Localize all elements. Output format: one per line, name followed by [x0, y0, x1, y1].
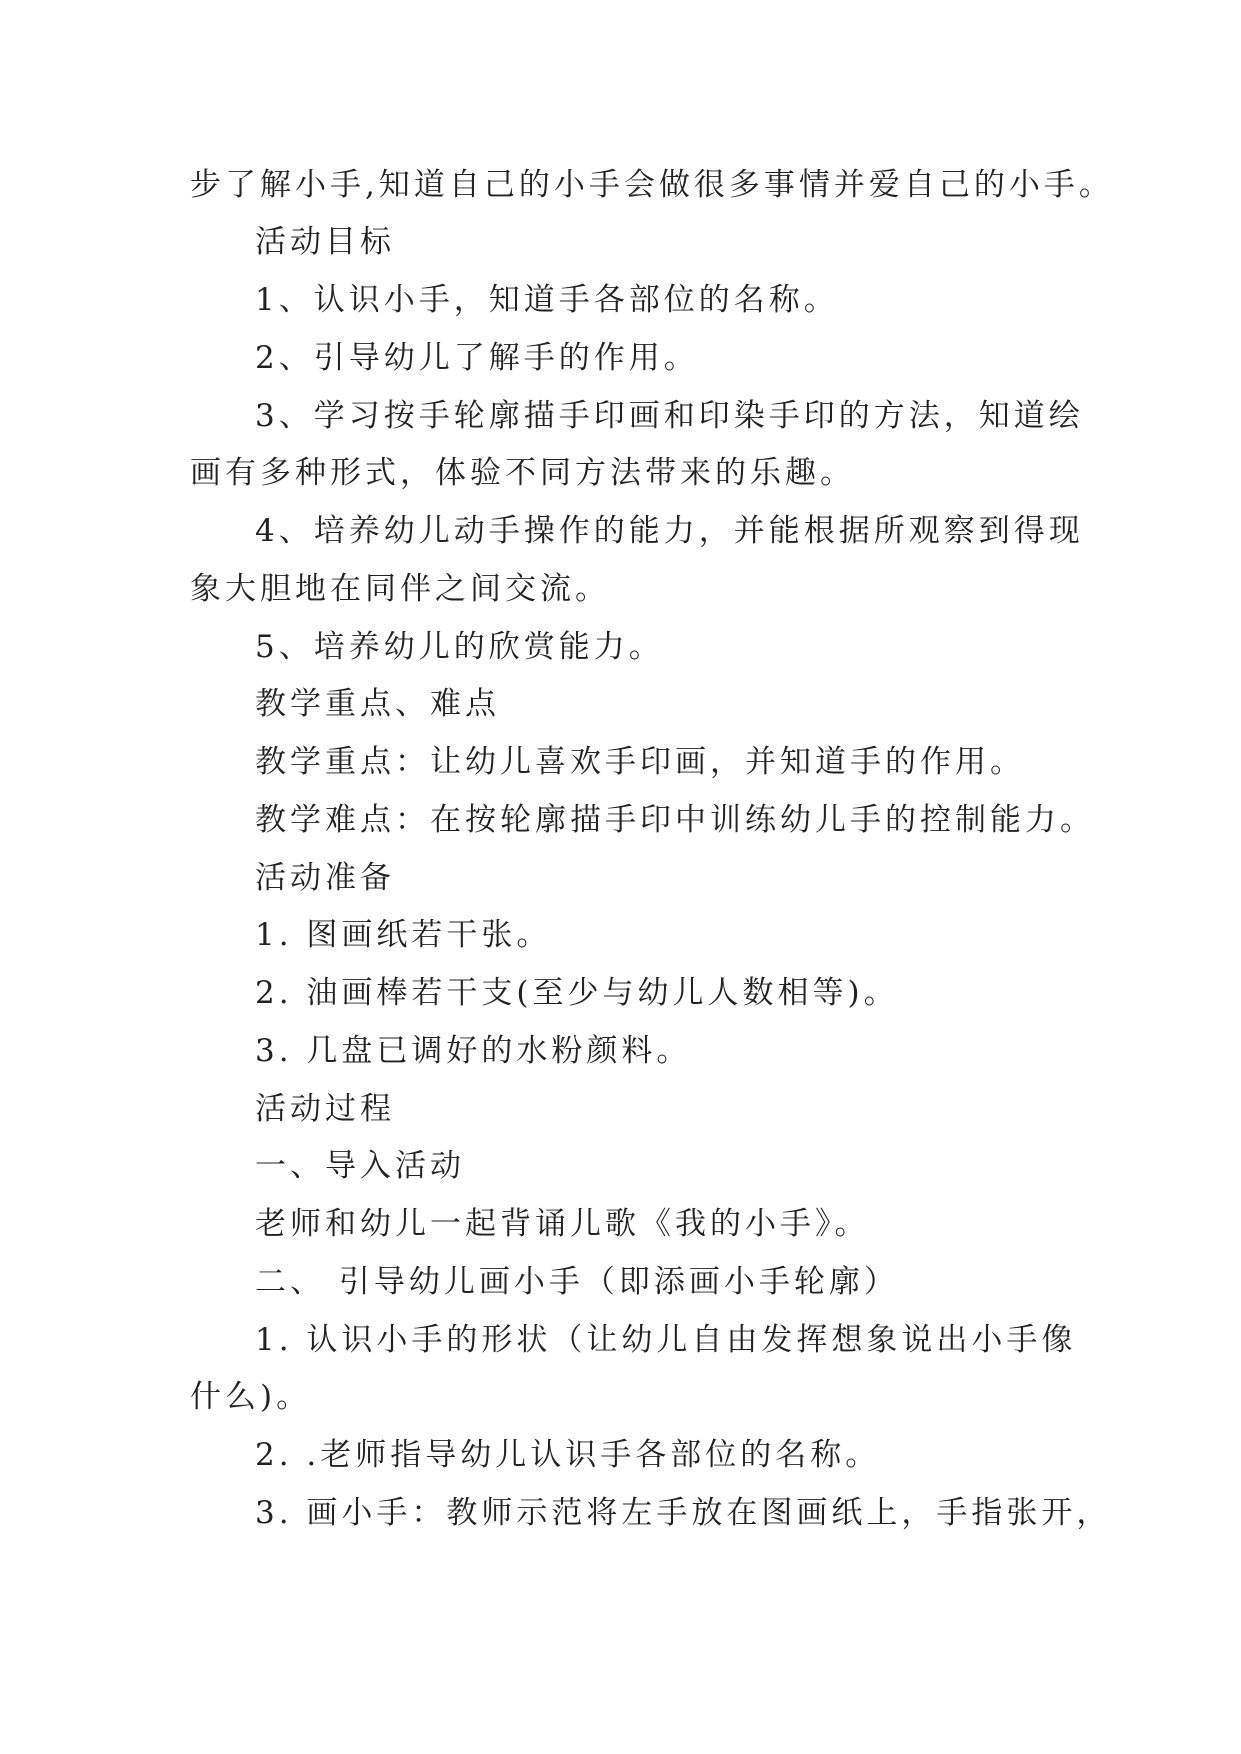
heading-preparation: 活动准备 — [255, 860, 395, 896]
process-substep-1: 1. 认识小手的形状（让幼儿自由发挥想象说出小手像 — [255, 1322, 1077, 1358]
process-substep-3: 3. 画小手：教师示范将左手放在图画纸上，手指张开， — [255, 1495, 1112, 1531]
goal-item-4: 4、培养幼儿动手操作的能力，并能根据所观察到得现 — [255, 513, 1084, 549]
preparation-item-2: 2. 油画棒若干支(至少与幼儿人数相等)。 — [255, 975, 899, 1011]
heading-activity-goals: 活动目标 — [255, 224, 395, 260]
key-point-text: 教学重点：让幼儿喜欢手印画，并知道手的作用。 — [255, 744, 1025, 780]
goal-item-5: 5、培养幼儿的欣赏能力。 — [255, 629, 664, 665]
process-step-1-heading: 一、导入活动 — [255, 1148, 465, 1184]
process-step-1-text: 老师和幼儿一起背诵儿歌《我的小手》。 — [255, 1206, 870, 1242]
text-line-continuation: 步了解小手,知道自己的小手会做很多事情并爱自己的小手。 — [190, 167, 1114, 203]
process-substep-1-continuation: 什么)。 — [190, 1379, 312, 1415]
heading-process: 活动过程 — [255, 1091, 395, 1127]
process-step-2-heading: 二、 引导幼儿画小手（即添画小手轮廓） — [255, 1264, 899, 1300]
goal-item-3: 3、学习按手轮廓描手印画和印染手印的方法，知道绘 — [255, 398, 1084, 434]
heading-key-points: 教学重点、难点 — [255, 686, 500, 722]
goal-item-4-continuation: 象大胆地在同伴之间交流。 — [190, 571, 610, 607]
preparation-item-1: 1. 图画纸若干张。 — [255, 917, 552, 953]
difficulty-text: 教学难点：在按轮廓描手印中训练幼儿手的控制能力。 — [255, 802, 1095, 838]
preparation-item-3: 3. 几盘已调好的水粉颜料。 — [255, 1033, 692, 1069]
goal-item-3-continuation: 画有多种形式，体验不同方法带来的乐趣。 — [190, 455, 855, 491]
goal-item-2: 2、引导幼儿了解手的作用。 — [255, 340, 699, 376]
process-substep-2: 2. .老师指导幼儿认识手各部位的名称。 — [255, 1437, 881, 1473]
goal-item-1: 1、认识小手，知道手各部位的名称。 — [255, 282, 839, 318]
